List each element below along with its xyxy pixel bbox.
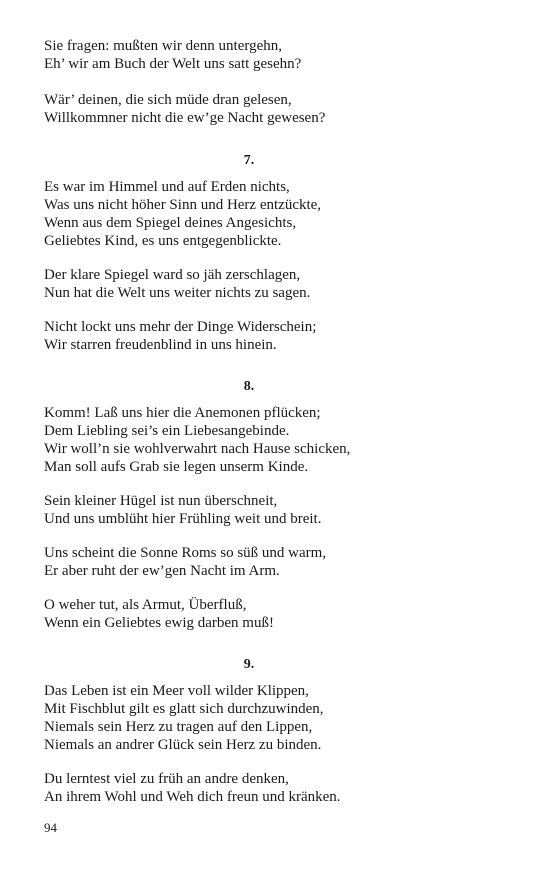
verse-line: Niemals sein Herz zu tragen auf den Lippen, — [44, 719, 313, 735]
stanza — [44, 91, 464, 127]
verse-line: Komm! Laß uns hier die Anemonen pflücken; — [44, 405, 321, 421]
poem-9 — [44, 656, 464, 806]
verse-line: Eh’ wir am Buch der Welt uns satt gesehn? — [44, 56, 302, 72]
verse-line: Geliebtes Kind, es uns entgegenblickte. — [44, 233, 282, 249]
verse-line: Wenn ein Geliebtes ewig darben muß! — [44, 615, 274, 631]
poem-7 — [44, 152, 464, 354]
verse-line: Mit Fischblut gilt es glatt sich durchzuwinden, — [44, 701, 324, 717]
verse-line: Wenn aus dem Spiegel deines Angesichts, — [44, 215, 297, 231]
verse-line: O weher tut, als Armut, Überfluß, — [44, 597, 247, 613]
stanza — [44, 492, 464, 528]
verse-line: Du lerntest viel zu früh an andre denken, — [44, 771, 289, 787]
page-number: 94 — [44, 820, 57, 835]
stanza — [44, 596, 464, 632]
verse-line: Uns scheint die Sonne Roms so süß und warm, — [44, 545, 327, 561]
poem-number-heading: 8. — [243, 379, 255, 394]
verse-line: Dem Liebling sei’s ein Liebesangebinde. — [44, 423, 290, 439]
verse-line: Nun hat die Welt uns weiter nichts zu sagen. — [44, 285, 311, 301]
verse-line: Was uns nicht höher Sinn und Herz entzückte, — [44, 197, 322, 213]
stanza — [44, 770, 464, 806]
verse-line: Wir woll’n sie wohlverwahrt nach Hause schicken, — [44, 441, 351, 457]
poem-8 — [44, 378, 464, 632]
stanza — [44, 266, 464, 302]
stanza — [44, 544, 464, 580]
poem-text-block — [44, 37, 464, 806]
verse-line: Man soll aufs Grab sie legen unserm Kinde. — [44, 459, 309, 475]
poem-continuation — [44, 37, 464, 127]
verse-line: Willkommner nicht die ew’ge Nacht gewesen? — [44, 110, 326, 126]
stanza — [44, 178, 464, 250]
poem-number-heading: 7. — [243, 153, 255, 168]
verse-line: Nicht lockt uns mehr der Dinge Widerschein; — [44, 319, 317, 335]
verse-line: Wär’ deinen, die sich müde dran gelesen, — [44, 92, 292, 108]
verse-line: Das Leben ist ein Meer voll wilder Klippen, — [44, 683, 309, 699]
stanza — [44, 318, 464, 354]
verse-line: An ihrem Wohl und Weh dich freun und kränken. — [44, 789, 341, 805]
verse-line: Es war im Himmel und auf Erden nichts, — [44, 179, 290, 195]
poem-number-heading: 9. — [243, 657, 255, 672]
verse-line: Niemals an andrer Glück sein Herz zu binden. — [44, 737, 322, 753]
stanza — [44, 404, 464, 476]
verse-line: Sein kleiner Hügel ist nun überschneit, — [44, 493, 278, 509]
stanza — [44, 37, 464, 73]
verse-line: Und uns umblüht hier Frühling weit und breit. — [44, 511, 322, 527]
verse-line: Sie fragen: mußten wir denn untergehn, — [44, 38, 282, 54]
verse-line: Wir starren freudenblind in uns hinein. — [44, 337, 277, 353]
verse-line: Der klare Spiegel ward so jäh zerschlagen, — [44, 267, 301, 283]
verse-line: Er aber ruht der ew’gen Nacht im Arm. — [44, 563, 280, 579]
stanza — [44, 682, 464, 754]
